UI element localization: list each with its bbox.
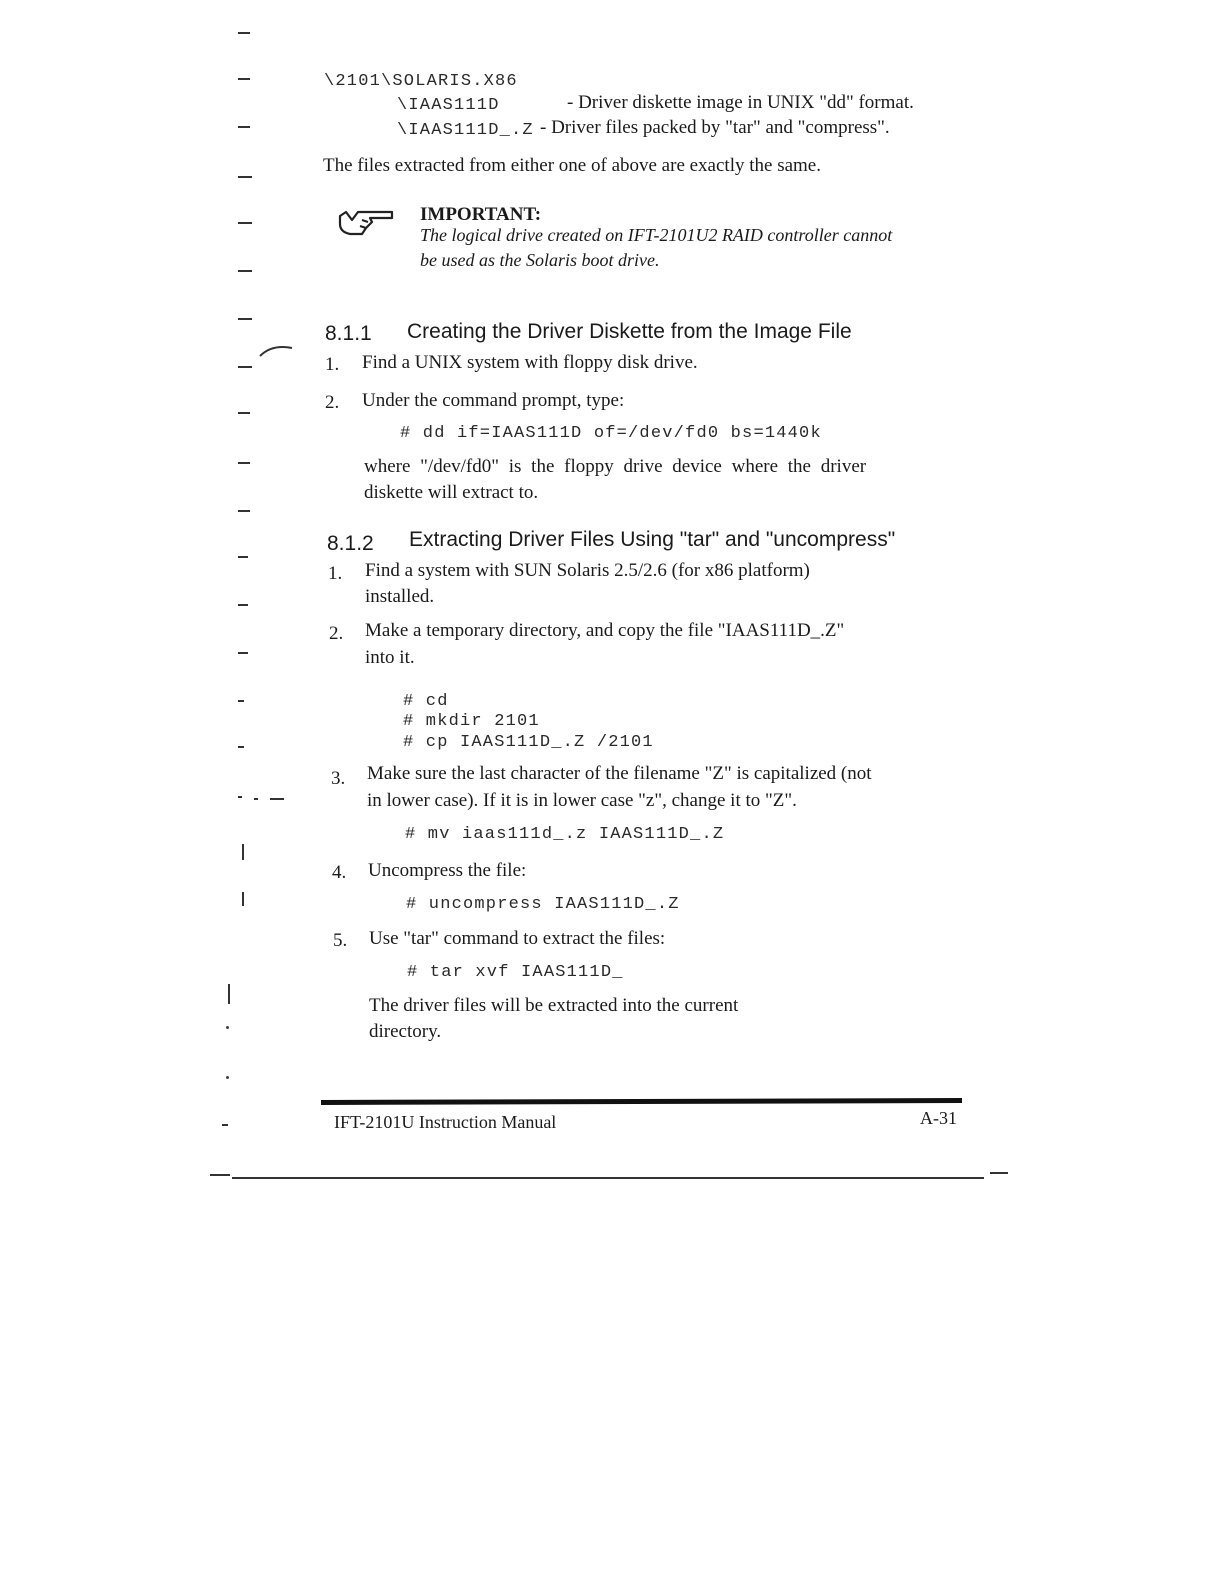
section-number: 8.1.2	[327, 532, 374, 555]
footer-page-number: A-31	[920, 1108, 957, 1128]
section-title: Creating the Driver Diskette from the Image File	[407, 320, 852, 343]
scan-curve-mark	[258, 340, 294, 360]
step-text: Find a UNIX system with floppy disk drive.	[362, 352, 698, 373]
important-line: be used as the Solaris boot drive.	[420, 250, 660, 270]
step-text: in lower case). If it is in lower case "z", change it to "Z".	[367, 790, 797, 811]
step-text: into it.	[365, 647, 415, 668]
command-line: # tar xvf IAAS111D_	[407, 963, 624, 982]
footer-rule	[321, 1098, 962, 1105]
section-title: Extracting Driver Files Using "tar" and "uncompress"	[409, 528, 896, 551]
important-title: IMPORTANT:	[420, 204, 542, 225]
step-text: Find a system with SUN Solaris 2.5/2.6 (for x86 platform)	[365, 560, 810, 581]
step-text: Make a temporary directory, and copy the file "IAAS111D_.Z"	[365, 620, 845, 641]
intro-text: The files extracted from either one of above are exactly the same.	[323, 155, 821, 176]
closing-text: directory.	[369, 1021, 442, 1042]
step-text: installed.	[365, 586, 435, 607]
step-text: Make sure the last character of the filename "Z" is capitalized (not	[367, 763, 872, 784]
command-line: # uncompress IAAS111D_.Z	[406, 895, 680, 914]
path-item-code: \IAAS111D_.Z	[397, 121, 534, 140]
step-number: 2.	[329, 623, 344, 644]
step-number: 4.	[332, 862, 347, 883]
command-line: # cd	[403, 692, 449, 711]
scan-bottom-line	[232, 1177, 984, 1179]
step-number: 1.	[325, 354, 340, 375]
footer-manual-title: IFT-2101U Instruction Manual	[334, 1112, 557, 1132]
step-number: 2.	[325, 392, 340, 413]
step-number: 3.	[331, 768, 346, 789]
step-text: Uncompress the file:	[368, 860, 527, 881]
path-directory: \2101\SOLARIS.X86	[324, 72, 518, 91]
path-item-description: - Driver files packed by "tar" and "compress".	[540, 117, 890, 138]
step-text: Use "tar" command to extract the files:	[369, 928, 666, 949]
section-number: 8.1.1	[325, 322, 372, 345]
command-line: # cp IAAS111D_.Z /2101	[403, 733, 654, 752]
command-line: # mkdir 2101	[403, 712, 540, 731]
note-text: where "/dev/fd0" is the floppy drive device where the driver	[364, 456, 867, 477]
note-text: diskette will extract to.	[364, 482, 539, 503]
command-line: # mv iaas111d_.z IAAS111D_.Z	[405, 825, 725, 844]
command-line: # dd if=IAAS111D of=/dev/fd0 bs=1440k	[400, 424, 822, 443]
path-item-description: - Driver diskette image in UNIX "dd" format.	[567, 92, 914, 113]
step-number: 1.	[328, 563, 343, 584]
important-line: The logical drive created on IFT-2101U2 RAID controller cannot	[420, 225, 893, 245]
step-number: 5.	[333, 930, 348, 951]
closing-text: The driver files will be extracted into the current	[369, 995, 739, 1016]
pointing-hand-icon	[336, 206, 396, 238]
path-item-code: \IAAS111D	[397, 96, 500, 115]
step-text: Under the command prompt, type:	[362, 390, 625, 411]
